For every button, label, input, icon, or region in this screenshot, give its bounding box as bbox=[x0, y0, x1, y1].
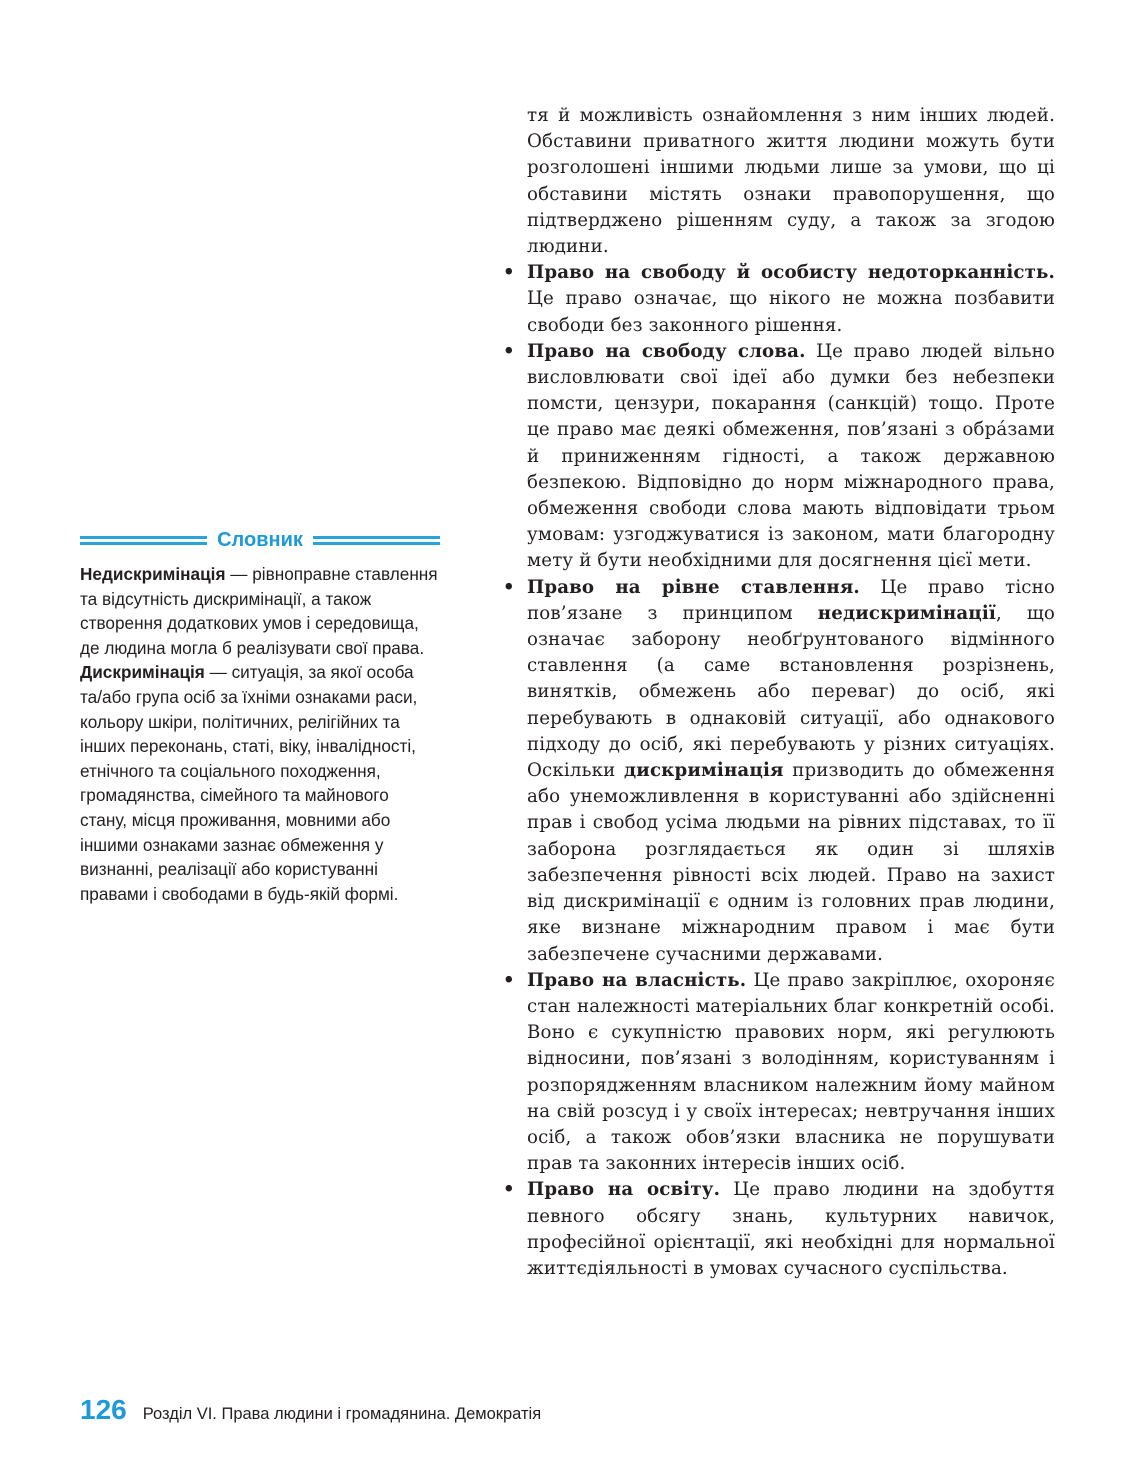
bold-term: недискримінації bbox=[817, 602, 996, 624]
list-item-property bbox=[503, 968, 1055, 1178]
bullet-icon: • bbox=[503, 1179, 515, 1201]
list-item-liberty bbox=[503, 260, 1055, 339]
list-item-text: Це право людини на здобуття певного обсягу знань, культурних навичок, професійної орієнтації, які необхідні для нормальної життєдіяльності в умовах сучасного суспільства. bbox=[527, 1179, 1055, 1279]
page-number: 126 bbox=[80, 1394, 127, 1425]
glossary-rule-right bbox=[313, 535, 440, 545]
intro-paragraph: тя й можливість ознайомлення з ним інших людей. Обставини приватного життя людини можуть бути розголошені іншими людьми лише за умови, що ці обставини містять ознаки правопорушення, що підтверджено рішенням суду, а також за згодою людини. bbox=[527, 105, 1055, 258]
list-item-education bbox=[503, 1177, 1055, 1282]
glossary-definition: — ситуація, за якої особа та/або група осіб за їхніми ознаками раси, кольору шкіри, політичних, релігійних та інших переконань, статі, віку, інвалідності, етнічного та соціального походження, громадянства, сімейного та майнового стану, місця проживання, мовними або іншими ознаками зазнає обмеження у визнанні, реалізації або користуванні правами і свободами в будь-якій формі. bbox=[80, 662, 418, 904]
chapter-title: Розділ VI. Права людини і громадянина. Демократія bbox=[142, 1405, 542, 1423]
glossary-header bbox=[80, 528, 440, 552]
list-item-free-speech bbox=[503, 339, 1055, 575]
glossary-definition: — рівноправне ставлення та відсутність дискримінації, а також створення додаткових умов і середовища, де людина могла б реалізувати свої права. bbox=[80, 564, 438, 658]
list-item-text: призводить до обмеження або унеможливлення в користуванні або здійсненні прав і свобод усіма людьми на рівних підставах, то її заборона розглядається як один зі шляхів забезпечення рівності всіх людей. Право на захист від дискримінації є одним із головних прав людини, яке визнане міжнародним правом і має бути забезпечене сучасними державами. bbox=[527, 760, 1055, 965]
page-footer bbox=[80, 1394, 541, 1426]
list-item-text: Це право людей вільно висловлювати свої ідеї або думки без небезпеки помсти, цензури, покарання (санкцій) тощо. Проте це право має деякі обмеження, пов’язані з обрáзами й приниженням гідності, а також державною безпекою. Відповідно до норм міжнародного права, обмеження свободи слова мають відповідати трьом умовам: узгоджуватися із законом, мати благородну мету й бути необхідними для досягнення цієї мети. bbox=[527, 340, 1055, 572]
list-item-title: Право на свободу слова. bbox=[527, 340, 806, 362]
glossary-box bbox=[80, 528, 440, 906]
list-item-title: Право на власність. bbox=[527, 969, 747, 991]
bullet-icon: • bbox=[503, 340, 515, 362]
list-item-title: Право на свободу й особисту недоторканність. bbox=[527, 262, 1055, 284]
bullet-icon: • bbox=[503, 262, 515, 284]
glossary-term: Недискримінація bbox=[80, 564, 226, 584]
main-text-column bbox=[503, 103, 1055, 1282]
glossary-rule-left bbox=[80, 535, 207, 545]
list-item-title: Право на освіту. bbox=[527, 1179, 721, 1201]
glossary-entry-nondiscrimination bbox=[80, 562, 440, 660]
list-item-text: Це право закріплює, охороняє стан належності матеріальних благ конкретній особі. Воно є сукупністю правових норм, які регулюють відносини, пов’язані з володінням, користуванням і розпорядженням власником належним йому майном на свій розсуд і у своїх інтересах; невтручання інших осіб, а також обов’язки власника не порушувати прав та законних інтересів інших осіб. bbox=[527, 969, 1055, 1175]
list-item-text: Це право означає, що нікого не можна позбавити свободи без законного рішення. bbox=[527, 288, 1055, 336]
glossary-term: Дискримінація bbox=[80, 662, 205, 683]
glossary-entry-discrimination bbox=[80, 660, 440, 906]
bullet-icon: • bbox=[503, 576, 515, 598]
list-item-text: Це право тісно пов’язане з принципом bbox=[527, 576, 1055, 624]
bullet-icon: • bbox=[503, 969, 515, 991]
list-item-title: Право на рівне ставлення. bbox=[527, 576, 860, 598]
list-item-equal-treatment bbox=[503, 575, 1055, 968]
bold-term: дискримінація bbox=[624, 760, 784, 782]
list-item-text: , що означає заборону необґрунтованого відмінного ставлення (а саме встановлення розрізнень, винятків, обмежень або переваг) до осіб, які перебувають в однаковій ситуації, або однакового підходу до осіб, які перебувають у різних ситуаціях. Оскільки bbox=[527, 602, 1055, 782]
glossary-title: Словник bbox=[217, 528, 303, 551]
